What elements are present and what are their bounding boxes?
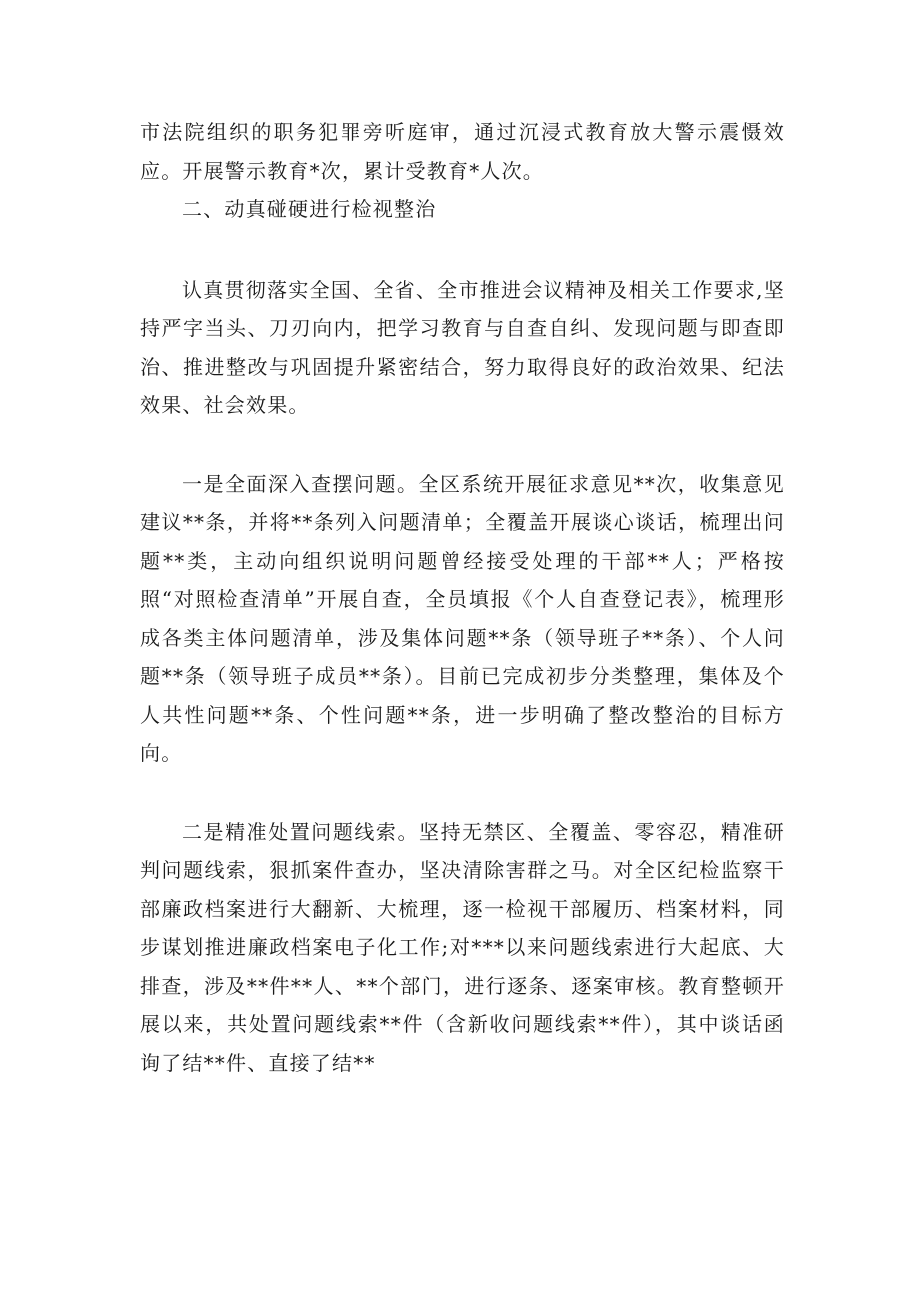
paragraph-intro: 认真贯彻落实全国、全省、全市推进会议精神及相关工作要求,坚持严字当头、刀刃向内，把学习教育与自查自纠、发现问题与即查即治、推进整改与巩固提升紧密结合，努力取得良好的政治效果、纪法效果、社会效果。 bbox=[140, 277, 785, 417]
paragraph-point-one: 一是全面深入查摆问题。全区系统开展征求意见**次，收集意见建议**条，并将**条列入问题清单；全覆盖开展谈心谈话，梳理出问题**类，主动向组织说明问题曾经接受处理的干部**人；严格按照“对照检查清单”开展自查，全员填报《个人自查登记表》，梳理形成各类主体问题清单，涉及集体问题**条（领导班子**条）、个人问题**条（领导班子成员**条）。目前已完成初步分类整理，集体及个人共性问题**条、个性问题**条，进一步明确了整改整治的目标方向。 bbox=[140, 471, 785, 765]
paragraph-point-two: 二是精准处置问题线索。坚持无禁区、全覆盖、零容忍，精准研判问题线索，狠抓案件查办，坚决清除害群之马。对全区纪检监察干部廉政档案进行大翻新、大梳理，逐一检视干部履历、档案材料，同步谋划推进廉政档案电子化工作;对***以来问题线索进行大起底、大排查，涉及**件**人、**个部门，进行逐条、逐案审核。教育整顿开展以来，共处置问题线索**件（含新收问题线索**件），其中谈话函询了结**件、直接了结** bbox=[140, 819, 785, 1075]
paragraph-continued: 市法院组织的职务犯罪旁听庭审，通过沉浸式教育放大警示震慑效应。开展警示教育*次，累计受教育*人次。 bbox=[140, 120, 785, 183]
document-body bbox=[140, 113, 785, 1082]
section-heading: 二、动真碰硬进行检视整治 bbox=[182, 197, 437, 221]
